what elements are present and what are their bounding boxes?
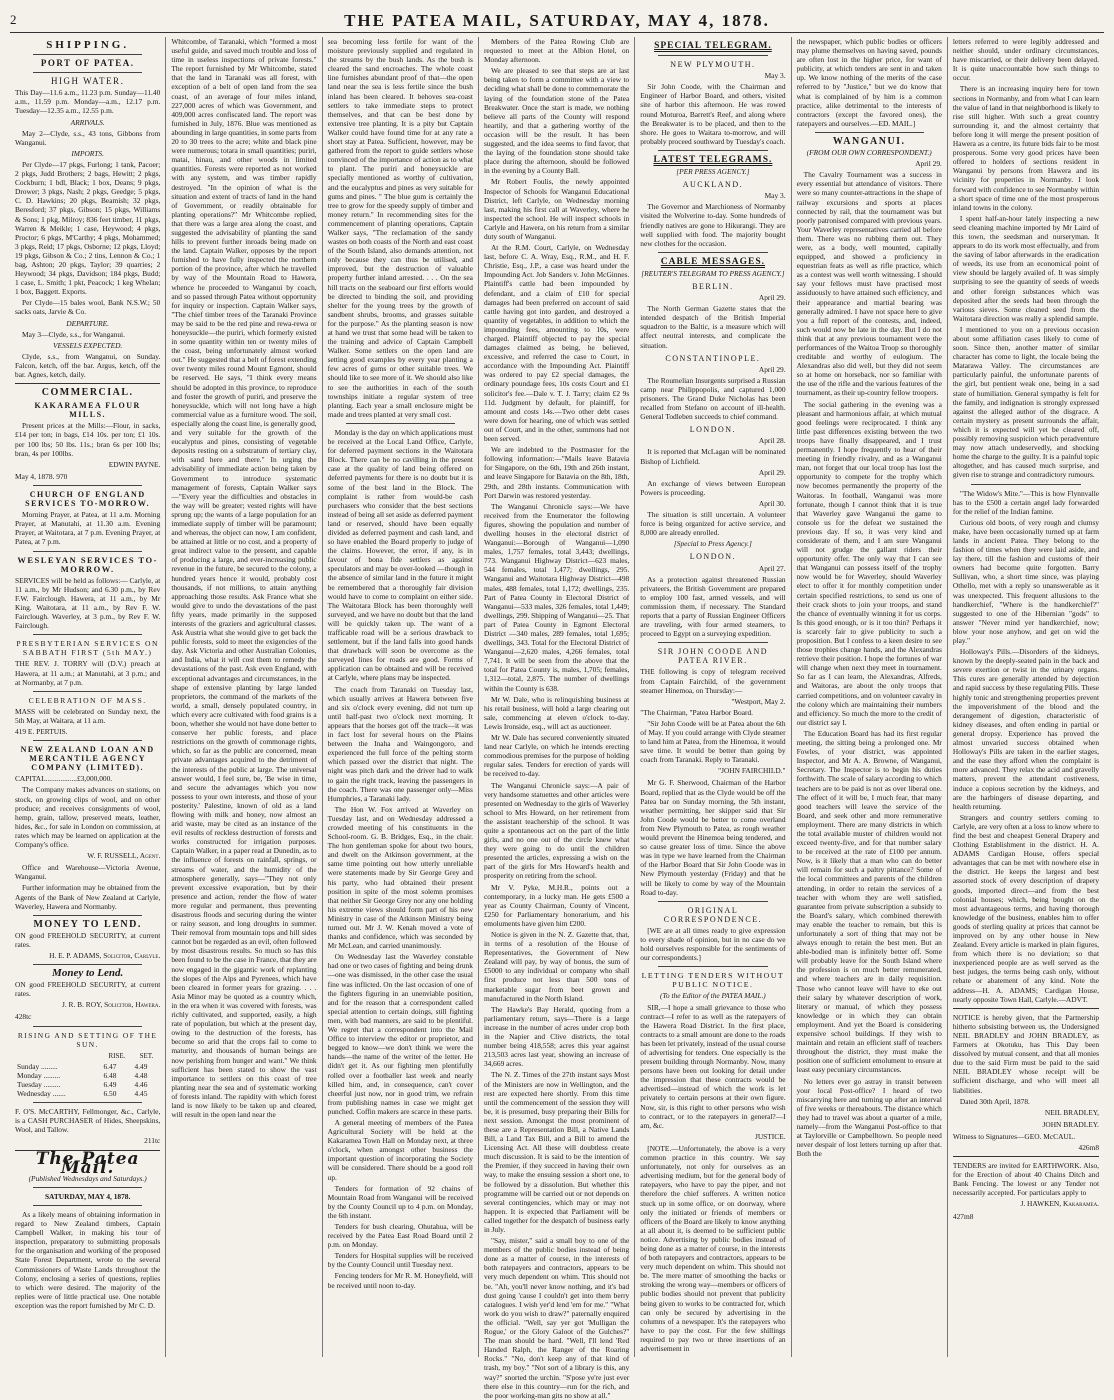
divider: [658, 642, 767, 643]
divider: [658, 55, 767, 56]
vessels-text: Clyde, s.s., from Wanganui, on Sunday. Falcon, ketch, off the bar. Argus, ketch, off the bar. Agnes, ketch, daily.: [15, 351, 161, 379]
news-paragraph: Mr W. Dale has secured conveniently situated land near Carlyle, on which he intends erecting commodious premises for the purpose of holding regular sales. Tenders for erection of yards will be received to-day.: [483, 733, 630, 779]
port-heading: PORT OF PATEA.: [40, 58, 135, 69]
nzloan-office: Office and Warehouse—Victoria Avenue, Wanganui.: [15, 863, 161, 882]
divider: [33, 1205, 142, 1206]
news-paragraph: Holloway's Pills.—Disorders of the kidneys, known by the deeply-seated pain in the back and severe exertion or twist in the urinary organs. This cures are generally attended by dejection and rapid success by these regulating Pills. These highly tonic and strengthening properties prevent the impoverishment of the blood and the derangement of digestion, characteristic of kidney diseases, and often ending in partial or general dropsy. Experience has proved the almost unvaried success obtained when Holloway's Pills are taken in the earlier stages, and the ease they afford when the complaint is more advanced. They relax the acid and gravelly matters, prevent the attendant costiveness, induce a copious secretion by the kidneys, and are the harbingers of disease departing, and health returning.: [952, 647, 1100, 811]
mass-heading: CELEBRATION OF MASS.: [28, 695, 147, 705]
news-paragraph: At the R.M. Court, Carlyle, on Wednesday last, before C. A. Wray, Esq., R.M., and H. F. Christie, Esq., J.P., a case was heard under the Impounding Act. Job Sanders v. John McGinnes. Plaintiff's cattle had been impounded by defendant, and a claim of £10 for special damages had been preferred on account of said cattle having got into garden, and destroyed a quantity of vegetables, in addition to which the impounding fees, amounting to 10s, were charged. Plaintiff objected to pay the special damages claimed as being, he believed, excessive, and referred the case to Court, in accordance with the Impounding Act. Plaintiff was ordered to pay £2 special damages, the ordinary poundage fees, 10s costs Court and £1 solicitor's fee.—Dale v. T. J. Tarry; claim £2 9s 11d. Judgment by default, for plaintiff, for amount and costs 14s.—Two other debt cases were down for hearing, one of which was settled out of Court, and in the other, summons had not been served.: [483, 243, 630, 444]
dateline-date: April 27.: [758, 563, 786, 573]
divider: [658, 252, 767, 253]
mills-heading: KAKARAMEA FLOUR MILLS.: [34, 401, 141, 420]
divider: [15, 383, 160, 384]
mills-text: Present prices at the Mills:—Flour, in sacks, £14 per ton; in bags, £14 10s. per ton; £1 10s. per 100 lbs; 50 lbs. 11s.; bran 6s per 100 lbs; bran, 4s per 100lbs.: [15, 421, 161, 458]
divider: [658, 966, 767, 967]
news-paragraph: Tenders for bush clearing, Ohutahua, will be received by the Patea East Road Board until 2 p.m. on Monday.: [327, 1222, 473, 1250]
news-paragraph: Mr W. Dale, who is relinquishing business at his retail business, will hold a large clearing out sale, commencing at eleven o'clock to-day. Lewis Ironside, esq., will act as auctioneer.: [483, 694, 630, 731]
column-7: [948, 37, 1104, 1357]
dateline-date: May 3.: [764, 71, 786, 81]
news-paragraph: Curious old boots, of very rough and clumsy make, have been occasionally turned up at farm lands in ancient Patea. They belong to the fashion of times when they were laid aside, and lay there, till the fashion and customs of their owners had become quite forgotten. Barry Sullivan, who, a short time since, was playing Othello, met with a reply so unanswerable as it was unexpected. This frequent allusions to the handkerchief, "Where is the handkerchief?" suggested to one of the Hibernian "gods" to answer "Never mind yer handkerchief, now; blow your nose anyhow, and get on wid the play.": [952, 517, 1100, 645]
dateline-date: April 28.: [758, 436, 786, 446]
editor-note: [NOTE.—Unfortunately, the above is a very common practice in this country. We say unfortunately, not only for ourselves as an advertising medium, but for the general body of ratepayers, who have to pay the piper, and not therefore the chief sufferers. A written notice stuck up in some office, or on doorway, where only the initiated or friends of members or officers of the Board are likely to know anything at all about it, is deemed to be sufficient public notice. Advertising by public bodies instead of being done as a matter of course, in the interests of both ratepayers and contractors, appears to be very much dependent on whim. This should not be. The mere matter of smoothing the backs or stroking the wrong way—members or officers of public bodies should not prevent that publicity being given to works to be contracted for, which can only be secured by advertising in the columns of a newspaper. It's the ratepayers who have to pay the cost. For the few shillings required to pay two or three insertions of an advertisement in: [640, 1143, 786, 1353]
coode-signature: "JOHN FAIRCHILD.": [718, 766, 786, 776]
dateline-place: NEW PLYMOUTH.: [670, 60, 756, 70]
dateline-date: April 30.: [758, 498, 786, 508]
mccarthy-number: 211tc: [144, 1136, 161, 1146]
news-paragraph: Tenders for Hospital supplies will be received by the County Council until Tuesday next.: [327, 1251, 473, 1270]
news-paragraph: The N. Z. Times of the 27th instant says Most of the Ministers are now in Wellington, and the rest are expected here shortly. From this time until the commencement of the session they will be, it is presumed, busy preparing their Bills for next session. Amongst the most prominent of these are a Representation Bill, a Native Lands Bill, a Land Tax Bill, and a Bill to amend the Licensing Act. All these will doubtless create much discussion. It is said to be the intention of the Premier, if they succeed in having their own way, to make the ensuing session a short one, to be followed by a dissolution. But whether this programme will be carried out or not depends on several contingencies, which may or may not happen. It is expected that Parliament will be called together for the despatch of business early in July.: [483, 1070, 630, 1234]
news-paragraph: Members of the Patea Rowing Club are requested to meet at the Albion Hotel, on Monday afternoon.: [483, 37, 630, 65]
letting-tenders-heading: LETTING TENDERS WITHOUT PUBLIC NOTICE.: [641, 971, 785, 990]
presbyterian-text: THE REV. J. TORRY will (D.V.) preach at Hawera, at 11 a.m.; at Manutahi, at 3 p.m.; and at Normanby, at 7 p.m.: [15, 659, 161, 687]
nzloan-heading: NEW ZEALAND LOAN AND MERCANTILE AGENCY COMPANY (LIMITED).: [20, 745, 155, 773]
wanganui-sub: (FROM OUR OWN CORRESPONDENT.): [806, 148, 932, 158]
table-row: Sunday ......... 6.47 4.49: [17, 1061, 148, 1071]
divider: [953, 1156, 1099, 1157]
divider: [33, 740, 142, 741]
departures-text: May 3—Clyde, s.s., for Wanganui.: [22, 329, 125, 339]
money-to-lend-heading: MONEY TO LEND.: [33, 918, 142, 930]
vessels-heading: VESSELS EXPECTED.: [52, 340, 123, 350]
partnership-signature-2: JOHN BRADLEY.: [1042, 1119, 1100, 1129]
news-paragraph: We are indebted to the Postmaster for the following information:—"Mails leave Batavia for Singapore, on the 6th, 19th and 26th instant, and leave Singapore for Batavia on the 8th, 18th, 29th, and 28th instants. Communication with Port Darwin was restored yesterday.: [483, 445, 630, 500]
correspondence-note: [WE are at all times ready to give expression to every shade of opinion, but in no case do we hold ourselves responsible for the sentiments of our correspondents.]: [640, 925, 786, 963]
mass-text: MASS will be celebrated on Sunday next, the 5th May, at Waitara, at 11 a.m.: [15, 706, 161, 725]
news-paragraph: The coach from Taranaki on Tuesday last, which usually arrives at Hawera between five and six o'clock every evening, did not turn up until half-past two o'clock next morning. It appears that the horses got off the track—it was in fact lost for several hours on the Plains between the Inaha and Waingongoro, and experienced the full force of the pelting storm which passed over the district that night. The night was pitch dark and the driver had to walk to gain the right track, leaving the passengers in the coach. There was one passenger only—Miss Humphries, a Taranaki lady.: [327, 684, 473, 803]
column-4: [479, 37, 635, 1400]
shipping-heading: SHIPPING.: [46, 39, 130, 51]
news-paragraph: letters referred to were legibly addressed and neither should, under ordinary circumstances, have miscarried, or their delivery been delayed. It is quite unaccountable how such things to occur.: [952, 37, 1100, 83]
news-paragraph: "The Widow's Mite."—This is how Flynnvalle has to the £500 a certain angel lady forwarded for the relief of the Indian famine.: [952, 488, 1100, 516]
nzloan-more: Further information may be obtained from the Agents of the Bank of New Zealand at Carlyle, Waverley, Hawera and Normanby.: [15, 883, 161, 911]
telegram-text: Sir John Coode, with the Chairman and Engineer of Harbor Board, and others, visited site of harbor this afternoon. He was rowed round Moturoa, Barrett's Reef, and along where the Breakwater is to be placed, and then to the shore. He goes to Waitara to-morrow, and will probably proceed southward by Tuesday's coach.: [640, 82, 786, 146]
divider: [33, 72, 142, 73]
divider: [658, 150, 767, 151]
editorial-continued: Whitcombe, of Taranaki, which "formed a most useful guide, and saved much trouble and loss of time in useless inspections of private forests." The report furnished by Mr Whitcombe, stated that the land in Taranaki was all forest, with exception of a belt of open land from the sea coast, of an average of four miles inland, 227,000 acres of which was Government, and 409,000 acres confiscated land. The report was furnished in July, 1876. Blue was mentioned as abounding in large quantities, in some parts from 20 to 30 trees to the acre; white and black pine were numerous; totara in small quantities; puriri, matai, hinau, and other woods in limited quantities. Forests were reported as not worked with any system, and was timber rapidly destroyed. "In the opinion of what is the situation and extent of tracts of land in the hand of Government, or readily obtainable for planting operations?" Mr Whitcombe replied, that there was a large area along the coast, and suggested the advisability of planting the sand hills to prevent further inroads being made on the land. Captain Walker, opposes by the report furnished to have fully inspected the northern portion of the province, after which he travelled by way of the Mountain Road to Hawera, whence he proceeded to Wanganui by coach, and so passed through Patea without opportunity for inquiry or inspection. Captain Walker says, "The chief timber trees of the Taranaki Province may be said to be the red pine and rewa-rewa or honeysuckle—the puriri, which formerly existed in some quantity within ten or twenty miles of the coast, being unfortunately almost worked out." He suggested that a belt of forest extending over twenty miles round Mount Egmont, should be reserved. He says, "I think every means should be adopted in this province, to reproduce and foster the growth of puriri, and preserve the honeysuckle, which will not long have a high commercial value as a furniture wood. The soil, especially along the coast line, is generally good, and very suitable for the growth of the eucalyptus and pines, consisting of vegetable deposits resting on a substratum of tertiary clay, with sand here and there." In urging the advisability of immediate action being taken by Government to introduce systematic management of forests, Captain Walker says—"Every year the difficulties and obstacles in the way will be greater; vested rights will have sprung up; the wants of a large population for an immediate supply of timber will be paramount; and whereas, the object can now, I am confident, be attained at little or no cost, and a property of great indirect value to the present, and capable of producing a large, and ever-increasing public revenue in the future, be secured to the colony, a hundred years hence it would, probably cost thousands, if not millions, to attain anything approaching those results. Ask France what she would give to undo the devastations of the past fifty years, made primarily in the supposed interests of the graziers and agricultural classes. Ask Austria what she would give to get back the public forests, sold to meet the exigencies of the day. Ask Victoria and other Australian Colonies, and India, what it will cost them to remedy the devastations of the past. Ask even England, with exceptional advantages and circumstances, in the shape of extensive planting by large landed proprietors, the command of the markets of the world, a small, densely populated country, in which every acre cultivated with food grains is a boon, whether she would not have done better to conserve her public forests, and place restrictions on the growth of commonage rights, which, so far as the public are concerned, mean private advantages acquired to the detriment of the interests of the public at large. The universal answer would, I feel sure, be, 'Be wise in time, and secure the advantages which you now possess to your own interests, and those of your posterity.' Palestine, known of old as a land flowing with milk and honey, now almost an arid waste, may be cited as an instance of the evil results of reckless destruction of forests and works constructed for irrigation purposes. Captain Walker, in a paper read at Dunedin, as to the influence of forests on rainfall, springs, or streams of water, and the humidity of the atmosphere generally, says—"They not only prevent excessive evaporation, but by their presence and action, render the flow of water more regular and permanent, thus preventing disastrous floods and securing during the winter or rainy season, and long droughts in summer. Their removal from mountain tops and hill sides cannot but be regarded as an evil, often followed by most disastrous results. So much so has this been found to be the case in France, that they are now engaged in the gigantic work of replanting the slopes of the Alps and Pyrenees, which have been cleared in former years for grazing. . . . Asia Minor may be quoted as a country which, in the era when it was covered with forests, was richly cultivated, and supported, easily, a high rate of population, but which at the present day, owing to the destruction of the forests, has become so arid that the crops fail to come to maturity, and thousands of human beings are now perishing from hunger and want." We think sufficient has been stated to show the vast importance to settlers on this coast of tree planting near the sea and of systematic working of forests inland. The rapidity with which forest land is now likely to be taken up and cleared, will result in the open land near the: [171, 37, 317, 1120]
church-heading: CHURCH OF ENGLAND SERVICES TO-MORROW.: [25, 489, 151, 509]
special-agency-note: [Special to Press Agency.]: [673, 539, 752, 549]
dateline-place: CONSTANTINOPLE.: [665, 353, 761, 363]
table-row: Wednesday ....... 6.50 4.45: [17, 1089, 148, 1099]
partnership-signature-1: NEIL BRADLEY,: [1044, 1107, 1100, 1117]
money-to-lend-2-text: ON good FREEHOLD SECURITY, at current rates.: [15, 980, 161, 999]
column-2: [166, 37, 322, 1357]
departures-heading: DEPARTURE.: [66, 318, 110, 328]
divider: [33, 54, 142, 55]
news-paragraph: There is an increasing inquiry here for town sections in Normanby, and from what I can learn the value of land in that neighborhood is likely to rise still higher. With such a great country surrounding it, and the almost certainty that before long it will merge the present position of Hawera as a centre, its future bids fair to be most prosperous. Some very good prices have been offered to holders of sections resident in Wanganui by persons from Hawera and its vicinity for properties in Normanby. I look forward with confidence to see Normanby within a short space of time one of the most prosperous inland towns in the colony.: [952, 84, 1100, 212]
mccarthy-ad: F. O'S. McCARTHY, Fellmonger, &c., Carlyle, is a CASH PURCHASER of Hides, Sheepskins, Wool, and Tallow.: [15, 1107, 161, 1135]
divider: [33, 691, 142, 692]
divider: [33, 1187, 142, 1188]
money-to-lend-2-heading: Money to Lend.: [52, 967, 124, 980]
paper-name: The Patea Mail.: [35, 1148, 140, 1178]
partnership-witness: Witness to Signatures—GEO. McCAUL.: [952, 1131, 1076, 1141]
money-to-lend-2-signature: J. R. B. ROY, Solicitor, Hawera.: [61, 1000, 161, 1010]
news-paragraph: Mr Robert Foulis, the newly appointed Inspector of Schools for Wanganui Educational District, left Carlyle, on Wednesday morning last, making his first call at Waverley, where he inspected the school. He will inspect schools in Carlyle and Hawera, on his return from a similar duty south of Wanganui.: [483, 177, 630, 241]
telegram-text: The situation is still uncertain. A volunteer force is being organized for active service, and 8,000 are already enrolled.: [640, 510, 786, 538]
news-paragraph: Mr V. Pyke, M.H.R., points out a contemporary, in a lucky man. He gets £500 a year as County Chairman, County of Vincent, £250 for Parliamentary honorarium, and his emoluments have given him £200.: [483, 882, 630, 928]
divider: [346, 423, 455, 424]
telegram-text: The Roumelian Insurgents surprised a Russian camp near Philippopolis, and captured 1,000 prisoners. The Grand Duke Nicholas has been recalled from Stefano on account of ill-health. General Todleben succeeds to chief command.: [640, 375, 786, 422]
column-3: [323, 37, 479, 1357]
news-paragraph: The Hon W. Fox arrived at Waverley on Tuesday last, and on Wednesday addressed a crowded meeting of his constituents in the School-room. G. B. Bridges, Esq., in the chair. The hon gentleman spoke for about two hours, and dwelt on the Atkinson government, at the same time pointing out how utterly unreliable were statements made by Sir George Grey and his party, who had obtained their present position in spite of the most solemn promises that neither Sir George Grey nor any one holding his extreme views should form part of his new Ministry in case of the Atkinson Ministry being turned out. Mr J. W. Kenah moved a vote of thanks and confidence, which was seconded by Mr McLean, and carried unanimously.: [327, 804, 473, 951]
letting-tenders-signature: JUSTICE.: [754, 1131, 786, 1141]
latest-telegrams-heading: LATEST TELEGRAMS.: [653, 154, 773, 165]
dateline-date: April 29.: [758, 293, 786, 303]
dateline-date: May 3.: [764, 191, 786, 201]
masthead-title: THE PATEA MAIL, SATURDAY, MAY 4, 1878.: [344, 11, 770, 30]
dateline-place: LONDON.: [689, 425, 737, 435]
presbyterian-heading: PRESBYTERIAN SERVICES ON SABBATH FIRST (5th MAY.): [16, 639, 159, 658]
letting-tenders-text: SIR,—I hope a small grievance to those who contract—I refer to as well as the ratepayers of the Hawera Road District. In the first place, contracts to a small amount are done to the roads has been let privately, instead of the usual course of advertising for tenders. One especially is the present building through Normanby. Now, many persons have been out looking for detail under the impression that these contracts would be advertised—instead of which the work is let privately to certain persons at their own figure. Now, sir, is this right to other persons who wish to contract, or to the ratepayers in general?—I am, &c.: [640, 1002, 786, 1130]
coode-heading: SIR JOHN COODE AND PATEA RIVER.: [657, 647, 769, 666]
special-telegram-heading: SPECIAL TELEGRAM.: [654, 41, 772, 51]
nzloan-capital: CAPITAL.................£3,000,000.: [15, 774, 113, 784]
divider: [971, 484, 1081, 485]
divider: [953, 1008, 1099, 1009]
editorial-end: sea becoming less fertile for want of the moisture previously supplied and regulated in the streams by the bush lands. As the bush is cleared the sand encroaches. The whole coast line furnishes abundant proof of that—the open land near the sea is less fertile since the bush inland has been cleared. It behoves sea-coast settlers to take immediate steps to protect themselves, and that can be best done by extensive tree planting. It is a pity but Captain Walker could have found time for at any rate a short stay at Patea. Sufficient, however, may be gathered from the report to guide settlers whose convinced of the importance of action as to what to plant. The puriri and honeysuckle are specially mentioned as worthy of cultivation, and the eucalyptus and pines as very suitable for gums and pines. " The blue gum is certainly the tree to grow for the speedy supply of timber and money return." In recommending sites for the commencement of planting operations, Captain Walker says, "The reclamation of the sandy wastes on both coasts of the North and east coast of the South Island, also demands attention, not only because they can thus be utilised, and improved, but the destruction of valuable property further inland arrested. . . . On the sea hill tracts on the seaboard our first efforts would be directed to binding the soil, and providing shelter for the young trees by the growth of sandbent shrubs, brooms, and grasses suitable for the purpose." As the planting season is now at hand we trust that some head will be taken to the training and advice of Captain Campbell Walker. Some settlers on the open land are setting good examples by every year planting a few acres of gums or other suitable trees. We should like to see more of it. We should also like to see the authorities in each of the south townships initiate a regular system of tree planting. Each year a small enclosure might be made and trees planted at very small cost.: [327, 37, 473, 419]
news-paragraph: Strangers and country settlers coming to Carlyle, are very often at a loss to know where to find the best and cheapest General Drapery and Clothing Establishment in the district. H. A. ADAMS Cardigan House, offers special advantages that can be met with nowhere else in the district. He keeps the largest and best assorted stock of every description of drapery goods, imported direct—and from the best colonial houses; which, being bought on the most advantageous terms, and having thorough knowledge of the business, enables him to offer goods of sterling quality at prices that cannot be improved on by any other house in New Zealand. Every article is marked in plain figures, from which there is no deviation; so that inexperienced people are as well served as the best judges, the terms being cash only, without rebate or abatement of any kind. Note the address—H. A. ADAMS; Cardigan House, nearly opposite Town Hall, Carlyle.—ADVT.: [952, 812, 1100, 1004]
mills-date: May 4, 1878. 970: [15, 471, 68, 481]
telegram-text: The North German Gazette states that the intended despatch of the British Imperial squadron to the Baltic, is a measure which will affect neutral interests, and complicate the situation.: [640, 304, 786, 350]
news-paragraph: We are pleased to see that steps are at last being taken to form a committee with a view to deciding what shall be done to commemorate the laying of the foundation stone of the Patea Breakwater. Once the start is made, we nothing believe all parts of the County will respond heartily, and that a gathering worthy of the occasion will be the result. It has been suggested, and the idea seems to find favor, that the laying of the foundation stone should take place during the afternoon, should be followed in the evening by a County Ball.: [483, 66, 630, 176]
cable-messages-sub: [REUTER'S TELEGRAM TO PRESS AGENCY.]: [641, 268, 785, 278]
coode-to: "The Chairman, "Patea Harbor Board.: [640, 707, 754, 717]
sun-table-header: RISE. SET.: [108, 1051, 154, 1060]
partnership-number: 426m8: [1078, 1142, 1100, 1152]
nzloan-text: The Company makes advances on stations, on stock, on growing clips of wool, and on other produce; and receives consignments of wool, hemp, grain, tallow, preserved meats, leather, hides, &c., for sale in London on commission, at rates which may be learned on application at the Company's office.: [15, 785, 161, 850]
masthead: [10, 10, 1104, 33]
church-text: Morning Prayer, at Patea, at 11 a.m. Morning Prayer, at Manutahi, at 11.30 a.m. Evening Prayer, at Waitotara, at 7 p.m. Evening Prayer, at Patea, at 7 p.m.: [15, 510, 161, 547]
paper-subtitle: (Published Wednesdays and Saturdays.): [28, 1173, 147, 1183]
sun-heading: RISING AND SETTING OF THE SUN.: [17, 1030, 158, 1049]
news-paragraph: The social gathering in the evening was a pleasant and harmonious affair, at which mutual good feelings were reciprocated. I think any little past differences existing between the two troops have finally disappeared, and I trust permanently. I hope frequently to hear of their meeting in friendly rivalry, and as a Wanganui man, not forget that our local troop has lost the opportunity to compete for the trophy which now becomes permanently the property of the Waitoras. In football, Wanganui was more fortunate, though I cannot think that it is true that Waverley gave Wanganui the game to console us for the defeat we sustained the previous day. If so, it was very kind and considerate of them, and I am sure Wanganui will not grudge the gallant riders their opportunity offer. The only way that I can see that Wanganui can possess itself of the trophy now would be for Waverley, should Waverley elect to offer it for monthly competition under certain specified restrictions, to send us one of their crack shots to join your troops, and stand the chance of eventually winning it for us corps. Is this good enough, or is it too thin? Perhaps it is scarcely fair to give publicity to such a proposition. But I confess to a keen desire to see those trophies change hands, and the Alexandras retrieve their position. I hope the fortunes of war will change when next they meet in tournament. So far as I can learn, the Alexandras, Alfreds, and Waitoras, are about the only troops that carried competitions, and on volunteer cavalry in the colony which are maintaining their numbers and efficiency. So much the more to the credit of our district say I.: [796, 399, 942, 727]
money-to-lend-2-number: 428tc: [15, 1012, 32, 1022]
wesleyan-text: SERVICES will be held as follows:— Carlyle, at 11 a.m., by Mr Hudson; and 6.30 p.m., by Rev F.W. Fairclough. Hawera, at 11 a.m., by Mr King. Waitotara, at 11 a.m., by Rev F. W. Fairclough. Waverley, at 3 p.m., by Rev F. W. Fairclough.: [15, 575, 161, 631]
latest-telegrams-sub: [PER PRESS AGENCY.]: [676, 167, 750, 177]
sherwood-text: Mr G. F. Sherwood, Chairman of the Harbor Board, replied that as the Clyde would be off the Patea bar on Sunday morning, the 5th instant, weather permitting, her skipper said that Sir John Coode would be better to come overland from New Plymouth to Patea, as rough weather would prevent the Hinemoa being tendered, and so cause greater loss of time. Since the above was in type we have learned from the Chairman of the Harbor Board that Sir John Coode was in New Plymouth yesterday (Friday) and that he will be likely to come by way of the Mountain Road to-day.: [640, 778, 786, 897]
telegram-text: As a protection against threatened Russian privateers, the British Government are prepared to employ 100 fast, armed vessels, and will commission them, if necessary. The Standard reports that a party of Russian Engineer Officers are traveling, with four armed steamers, to proceed to Egypt on a surveying expedition.: [640, 574, 786, 639]
editorial-text: As a likely means of obtaining information in regard to New Zealand timbers, Captain Campbell Walker, in making his tour of inspection, preparatory to submitting proposals for the organisation and working of the proposed State Forest Department, wrote to the several Commissioners of Waste Lands throughout the Colony, enclosing a series of questions, replies to which were desired. The majority of the replies were of little practical use. One notable exception was the report furnished by Mr C. D.: [15, 1209, 161, 1310]
news-paragraph: The Wanganui Chronicle says:—A pair of very handsome statuettes and other articles were presented on Wednesday to the girls of Waverley school to Mrs Howard, on her retirement from the assistant teachership of the school. It was quite a spontaneous act on the part of the little girls, and no one out of the circle knew what they were going to do until the children presented the articles, expressing a wish on the part of the girls for Mrs Howard's health and prosperity on retiring from the school.: [483, 780, 630, 881]
columns: [10, 37, 1104, 1400]
dateline-place: BERLIN.: [692, 281, 734, 291]
letting-tenders-to: (To the Editor of the PATEA MAIL.): [660, 991, 766, 1001]
divider: [33, 1026, 142, 1027]
coode-text: "Sir John Coode will be at Patea about the 6th of May. If you could arrange with Clyde steamer to land him at Patea, from the Hinemoa, it would save time. It would be better than going by coach from Taranaki. Reply to Taranaki.: [640, 718, 786, 765]
money-to-lend-text: ON good FREEHOLD SECURITY, at current rates.: [15, 930, 161, 949]
coode-dateline: "Westport, May 2.: [731, 696, 786, 706]
column-6: [792, 37, 948, 1357]
divider: [33, 551, 142, 552]
news-paragraph: The Cavalry Tournament was a success in every essential but attendance of visitors. There were so many counter-attractions in the shape of railway excursions and sports at places connected by rail, that the tournament was but poorly patronised compared with previous years. Your Waverley representatives carried all before them. There was no rubbing them out. They were, as a body, well mounted, capitally equipped, and showed a proficiency in equestrian feats as well as rifle practice, which as a contest was well worth witnessing. I should say your fellows must have practised most assiduously to have attained such efficiency, and their appearance and martial bearing was generally admired. I have not space here to give you a full report of the contests, and, indeed, such would now be late in the day. But I do not think that at any previous tournament were the performances of the Waitoa Troop so thoroughly creditable and worthy of eulogium. The Alexandras also did well, but they did not seem so at home on horseback, nor so familiar with the use of the rifle and the various features of the tournament, as their up-country fellow troopers.: [796, 170, 942, 398]
divider: [658, 901, 767, 902]
high-water-heading: HIGH WATER.: [50, 76, 125, 87]
commercial-heading: COMMERCIAL.: [41, 387, 134, 399]
money-to-lend-signature: H. E. P. ADAMS, Solicitor, Carlyle.: [49, 950, 161, 960]
high-water-times: This Day—11.6 a.m., 11.23 p.m. Sunday—11.40 a.m., 11.59 p.m. Monday—a.m., 12.17 p.m. Tuesday—12.35 a.m., 12.55 p.m.: [15, 88, 161, 116]
arrivals-heading: ARRIVALS.: [70, 117, 105, 127]
wanganui-date: April 29.: [915, 159, 942, 169]
telegram-text: The Governor and Marchioness of Normanby visited the Wolverine to-day. Some hundreds of friendly natives are gone to Hikurangi. They are well supplied with food. The majority bought new clothes for the occasion.: [640, 202, 786, 248]
dateline-place: AUCKLAND.: [682, 180, 744, 190]
paper-date: SATURDAY, MAY 4, 1878.: [44, 1191, 131, 1201]
divider: [33, 1102, 142, 1103]
wesleyan-heading: WESLEYAN SERVICES TO-MORROW.: [17, 554, 158, 574]
tenders-ad: TENDERS are invited for EARTHWORK. Also, for the Erection of about 40 Chains Ditch and Bank Fencing. The lowest or any Tender not necessarily accepted. For particulars apply to: [952, 1161, 1100, 1198]
tenders-number: 427m8: [952, 1211, 974, 1221]
mass-signature: 419 E. PERTUIS.: [15, 727, 68, 736]
cable-messages-heading: CABLE MESSAGES.: [660, 256, 766, 267]
correspondence-heading: ORIGINAL CORRESPONDENCE.: [663, 905, 763, 924]
partnership-notice-date: Dated 30th April, 1878.: [959, 1096, 1030, 1106]
dateline-place: LONDON.: [689, 552, 737, 562]
news-paragraph: Fencing tenders for Mr R. M. Honeyfield, will be received until noon to-day.: [327, 1271, 473, 1290]
nzloan-signature: W. F. RUSSELL, Agent.: [87, 851, 161, 861]
news-paragraph: Tenders for formation of 92 chains of Mountain Road from Wanganui will be received by the County Council up to 4 p.m. on Monday, the 6th instant.: [327, 1183, 473, 1220]
column-1: [10, 37, 166, 1357]
arrivals-text: May 2—Clyde, s.s., 43 tons, Gibbons from Wanganui.: [15, 128, 161, 147]
mills-signature: EDWIN PAYNE.: [108, 459, 161, 469]
divider: [33, 915, 142, 916]
page-number: 2: [10, 12, 17, 27]
news-paragraph: The Wanganui Chronicle says:—We have received from the Enumerator the following figures, showing the population and number of dwelling houses in the electoral district of Wanganui:—Borough of Wanganui—1,090 males, 1,757 females, total 3,443; dwellings, 773. Wanganui Highway District—623 males, 544 females, total 1,477; dwellings, 295. Wanganui and Waitotara Highway District—498 males, 488 females, total 1,172; dwellings, 235. Part of Patea County in Electoral District of Wanganui—533 males, 326 females, total 1,449; dwellings, 299. Shipping of Wanganui—25. That part of Patea County in Egmont Electoral District —340 males, 289 females, total 1,695; dwellings, 343. Total for the Electoral District of Wanganui—2,620 males, 4,266 females, total 7,741. It will be seen from the above that the total for Patea County is, males, 1,705; females, 1,312—total, 2,875. The number of dwellings within the County is 638.: [483, 501, 630, 693]
imports-text: Per Clyde—17 pkgs, Furlong; 1 tank, Pacoer; 2 pkgs, Judd Brothers; 2 bags, Hewitt; 2 pkgs, Cockburn; 1 bdl, Black; 1 box, Deans; 9 pkgs, Drower; 3 pkgs, Nash; 2 pkgs, Geedge; 5 pkgs, C. D. Hawkins; 20 pkgs, Beamish; 32 pkgs, Beresford; 37 pkgs, Gibson; 15 pkgs, Williams & Sons; 1 pkg, Milroy; 836 feet timber, 11 pkgs, Warren & Meikle; 1 case, Heywood; 4 pkgs, Proctor; 6 pkgs, M'Carthy; 4 pkgs, Mohammed; 3 pkgs, Reid; 17 pkgs, Osborne; 12 pkgs, Lloyd; 19 pkgs, Gibson & Co.; 2 tins, Lennon & Co.; 1 bag, Ashton; 20 pkgs, Taylor; 39 quarries; 2 Heywood; 34 pkgs, Davidson; 184 pkgs, Budd; 1 case, L. Smith; 1 pkt, Peacock; 1 keg Whelan; 1 box, Baggett. Exports.: [15, 159, 161, 297]
news-paragraph: Notice is given in the N. Z. Gazette that, that, in terms of a resolution of the House of Representatives, the Government of New Zealand will pay, by way of bonus, the sum of £5000 to any individual or company who shall first produce not less than 500 tons of marketable sugar from beet grown and manufactured in the North Island.: [483, 930, 630, 1003]
telegram-text: It is reported that McLagan will be nominated Bishop of Lichfield.: [640, 447, 786, 466]
news-paragraph: "Say, mister," said a small boy to one of the members of the public bodies instead of being done as a matter of course, in the interests of both ratepayers and contractors, appears to be very much dependent on whim. This should not be. "Ah, you'll never know nothing, and it's bad dust going 'cause I couldn't get into them berry catalogues. I wish yer'd lend 'em for me." "What work do you wish to draw?" paternally enquired the official. "Well, say yer got 'Mulligan the Rogue,' or the Glory Galoot of the Gulches?" The man should be hard. "Well, I'll lend 'Red Handed Ralph, the Ranger of the Roaring Rocks." "No, don't keep any of that kind of trash, my boy." "Not sort of a library is this, any way?" snorted the urchin. "S'pose ye're just ever there else in this country—run for the rich, and the poor working-man gits no show at all.": [483, 1236, 630, 1400]
divider: [33, 964, 142, 965]
dateline-date: April 29.: [758, 364, 786, 374]
news-paragraph: I spent half-an-hour lately inspecting a new seed cleaning machine imported by Mr Laird of this town, the seedsman and nurseryman. It appears to do its work most effectually, and from the saving of labor afterwards in the eradication of weeds, its use from an economical point of view should be largely availed of. It was simply surprising to see the quantity of seeds of weeds and other foreign substances which was deposited after the seeds had been through the various sieves. Some cleaned seed from the Waitotara direction was really a splendid sample.: [952, 213, 1100, 323]
divider: [815, 132, 924, 133]
editor-note-end: the newspaper, which public bodies or officers may plume themselves on having saved, pounds are often lost in the higher price, for want of publicity, at which tenders are sent in and taken up. We know nothing of the merits of the case referred to by "Justice," but we do know that what is complained of by him is a common practice, alike detrimental to the interests of contractors (except the favored ones), the ratepayers and ourselves.—ED. MAIL.]: [796, 37, 942, 128]
telegram-text: An exchange of views between European Powers is proceeding.: [640, 478, 786, 497]
coode-intro: THE following is copy of telegram received from Captain Fairchild, of the government steamer Hinemoa, on Thursday:—: [640, 667, 786, 695]
tenders-signature: J. HAWKEN, Kakaramea.: [1020, 1199, 1100, 1209]
divider: [33, 634, 142, 635]
news-paragraph: The Hawke's Bay Herald, quoting from a parliamentary return, says—There is a large increase in the number of acres under crop both in the Napier and Clive districts, the total number being 418,558; acres this year against 213,503 acres last year, showing an increase of 34,669 acres.: [483, 1004, 630, 1069]
news-paragraph: No letters ever go astray in transit between your local Post-office? I heard of two miscarrying here and turning up after an interval of five weeks or thereabouts. The distance which they had to travel was about a quarter of a mile, namely—from the Wanganui Post-office to that at Taylorville or Campbelltown. So people need never despair of lost letters turning up after that. Both the: [796, 1076, 942, 1159]
news-paragraph: A general meeting of members of the Patea Agricultural Society will be held at the Kakaramea Town Hall on Monday next, at three o'clock, when amongst other business the important question of incorporating the Society will be considered. There should be a good roll up.: [327, 1117, 473, 1182]
dateline-date: April 29.: [758, 467, 786, 477]
table-row: Tuesday ......... 6.49 4.46: [17, 1080, 148, 1089]
exports-text: Per Clyde—15 bales wool, Bank N.S.W.; 50 sacks oats, Jarvie & Co.: [15, 298, 161, 317]
partnership-notice: NOTICE is hereby given, that the Partnership hitherto subsisting between us, the Undersigned NEIL BRADLEY and JOHN BRADLEY, as Farmers at Okotuku, has This Day been dissolved by mutual consent, and that all monies due to the said Firm must be paid to the said NEIL BRADLEY whose receipt will be sufficient discharge, and who will meet all liabilities.: [952, 1012, 1100, 1095]
news-paragraph: I mentioned to you on a previous occasion about some affiliation cases likely to come of soon. Since then, another matter of similar character has come to light, the locale being the Matarawa Valley. The circumstances are particularly painful, the unfortunate parents of the girl, but pentient weak one, being in a sad state of humiliation. General sympathy is felt for the family, and indignation is strongly expressed against the alleged author of the disgrace. A certain mystery as present surrounds the affair, which it is expected will yet be cleared off, possibly removing suspicion which peradventure may now attach undeservedly, and shocking home the charge to the guilty. It is a painful topic altogether, and has caused much surprise, and given rise to strange and contradictory rumours.: [952, 324, 1100, 480]
divider: [33, 485, 142, 486]
wanganui-heading: WANGANUI.: [832, 135, 906, 147]
news-paragraph: Monday is the day on which applications must be received at the Local Land Office, Carlyle, for deferred payment sections in the Waitotara Block. There can be no cavilling in the present case at the quality of land being offered on deferred payments for there is no doubt but it is some of the best land in the Block. The complaint is rather from would-be cash purchasers who consider that the best sections instead of being all set aside as deferred payment land or reserved, should have been equally divided as deferred payment and cash land, and so have enabled the Board properly to judge of the claims. However, the error, if any, is in favour of bona fide settlers as against speculators and may be over-looked —though in the absence of similar land in the future it might be remembered that a thoroughly fair division would have to come to complaint on either side. The Waitotara Block has been thoroughly well surveyed, and we have no doubt but that the land will be quickly taken up. The want of a trafficable road will be a serious drawback to settlement, but if the land falls into good hands that drawback will soon be overcome as the surveyed lines for roads are good. Forms of application can be obtained and will be received at Carlyle, where plans may be inspected.: [327, 427, 473, 683]
column-5: [635, 37, 791, 1357]
sun-table: [15, 1051, 160, 1098]
news-paragraph: On Wednesday last the Waverley constable had one or two cases of fighting and being drunk—one was dismissed, in the other case the usual fine was inflicted. On the last occasion of one of the fighters figuring in an unenviable position, and for the reason that a correspondent called special attention to certain doings, still fighting men, with bad manners, are said to be plentiful. We regret that a correspondent into the Mail Office to interview the editor or proprietor, and begged to know—we don't think we were the hands—the name of the writer of the letter. He didn't get it. As our fighting men plentifully rolled over a footballer last week and nearly killed him, and, in consequence, can't cover cheerful just now, nor in good trim, we refrain from publishing names in case we might get punched. Coffin makers are scarce in these parts.: [327, 952, 473, 1116]
news-paragraph: The Education Board has had its first regular meeting, the sitting being a prolonged one. Mr Fowles, of your district, was appointed Inspector, and Mr A. A. Browne, of Wanganui, Secretary. The Inspector is to begin his duties forthwith. The scale of salary according to which teachers are to be paid is not as over liberal one. The effect of it will be, I much fear, that many good teachers will leave the service of the Board, and seek other and more remunerative employment. There are many districts in which the total available muster of children would not exceed twenty-five, and for that number salary to be received at the rate of £100 per annum. Now, is it likely that a man who can do better will remain for such a paltry pittance? Some of the local committees and parents of the children attending, in order to retain the services of a teacher with whom they are well satisfied, guarantee from private subscription a subsidy to the Board's salary, which combined therewith may enable the teacher to remain, but this is unfortunately a sort of thing that may not be always enough to retain the best men. But an able-bodied man is infinitely better off. Some will probably leave for the South Island where the profession is on much better remunerated, and where teachers are in daily requisition. Those who cannot leave will have to eke out their salary by whatever description of work, literary or manual, of which they possess knowledge or in which they can obtain employment. And yet the Board is considering expensive school buildings. If they wish to maintain and retain an efficient staff of teachers throughout the district, they must make the position one of sufficient emolument to ensure at least easy pecuniary circumstances.: [796, 728, 942, 1075]
imports-heading: IMPORTS.: [71, 148, 104, 158]
table-row: Monday ......... 6.48 4.48: [17, 1070, 148, 1080]
